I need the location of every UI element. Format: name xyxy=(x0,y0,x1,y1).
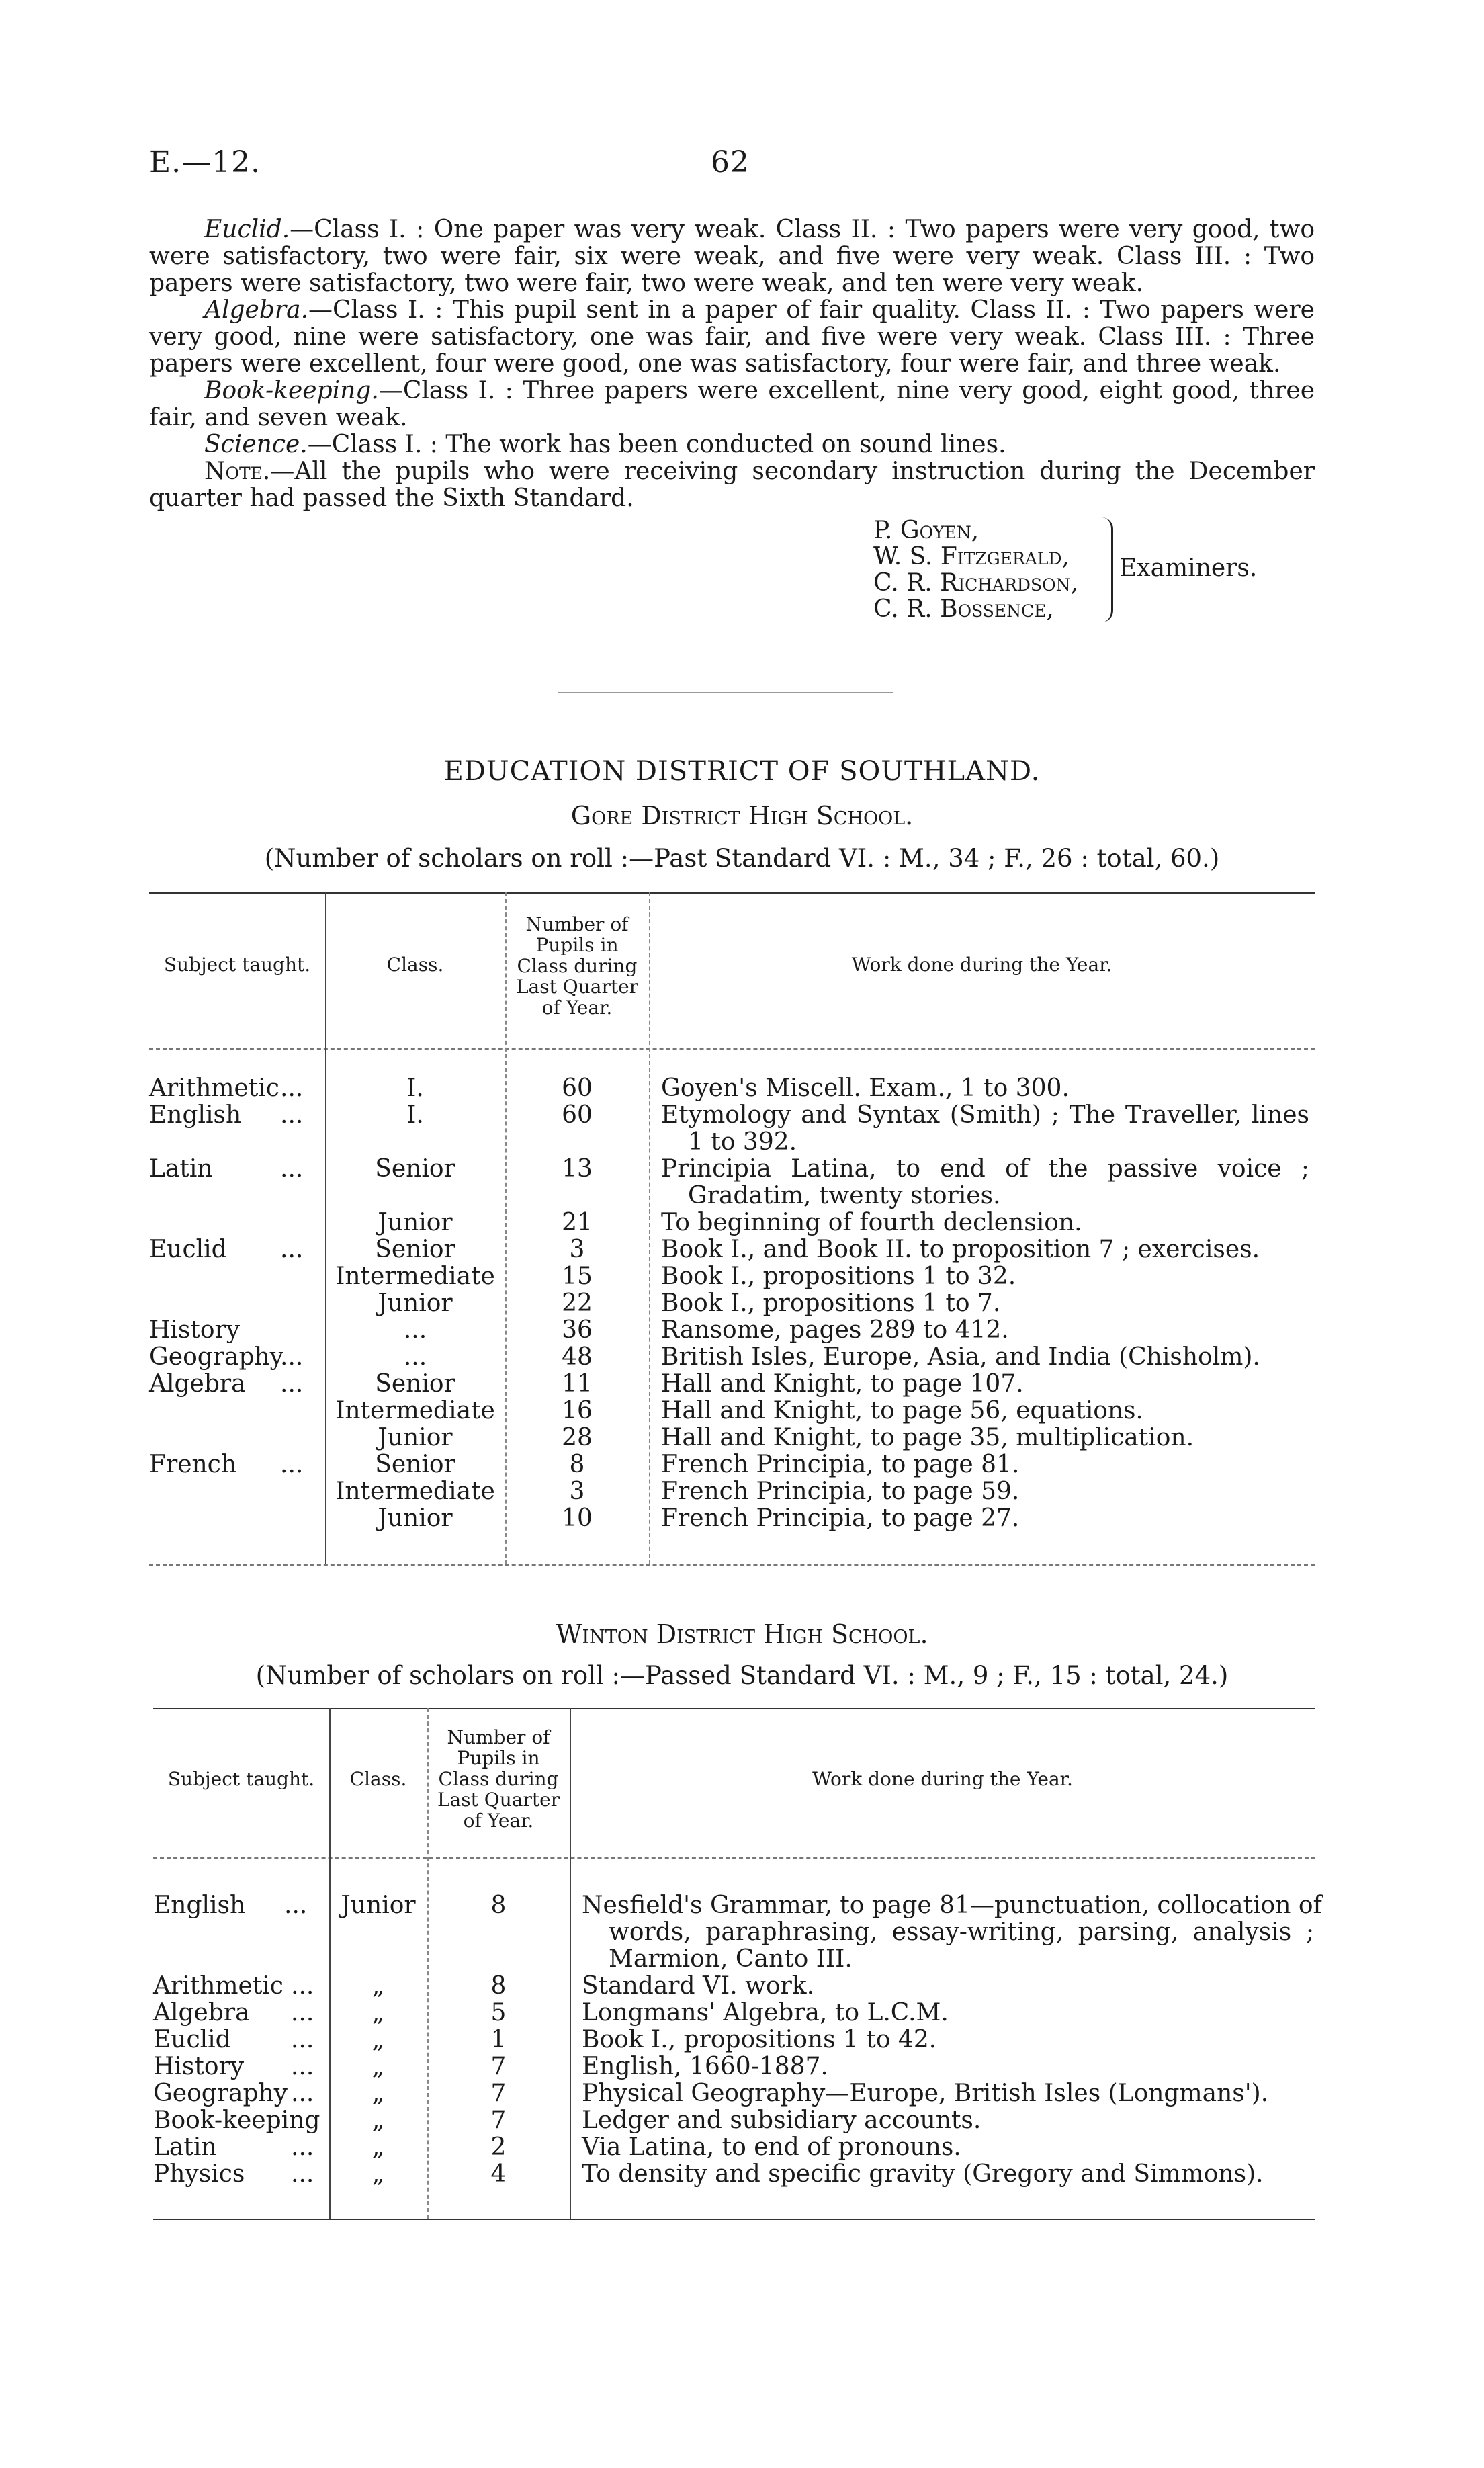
work-cell: British Isles, Europe, Asia, and India (Chisholm). xyxy=(661,1343,1260,1371)
leader-dots: ... xyxy=(291,2053,314,2080)
header-line: Pupils in xyxy=(535,934,619,956)
pupils-cell: 2 xyxy=(490,2133,507,2161)
paragraph-bookkeeping xyxy=(149,378,1315,431)
subject-cell: Arithmetic xyxy=(153,1972,283,2000)
class-cell: „ xyxy=(372,2133,385,2161)
class-cell: ... xyxy=(403,1316,427,1344)
subject-cell: Euclid xyxy=(149,1236,227,1263)
work-cell: Hall and Knight, to page 56, equations. xyxy=(661,1397,1143,1424)
work-cell: To beginning of fourth declension. xyxy=(661,1209,1082,1236)
class-cell: Senior xyxy=(375,1451,455,1478)
page-ref: E.—12. xyxy=(149,145,261,179)
winton-table xyxy=(153,1704,1322,2228)
pupils-cell: 3 xyxy=(569,1236,585,1263)
pupils-cell: 36 xyxy=(562,1316,593,1344)
divider xyxy=(558,692,893,693)
work-cell: Longmans' Algebra, to L.C.M. xyxy=(582,1999,949,2027)
pupils-cell: 11 xyxy=(562,1370,593,1398)
subject-cell: English xyxy=(153,1891,246,1919)
examiners-label: Examiners. xyxy=(1119,554,1258,582)
class-cell: „ xyxy=(372,1972,385,2000)
work-cell: To density and specific gravity (Gregory and Simmons). xyxy=(582,2160,1264,2188)
class-cell: Junior xyxy=(378,1424,453,1451)
gore-table xyxy=(149,887,1315,1572)
work-cell-continued: words, paraphrasing, essay-writing, parsing, analysis ; xyxy=(609,1918,1314,1946)
work-cell: Book I., and Book II. to proposition 7 ; exercises. xyxy=(661,1236,1260,1263)
subject-cell: French xyxy=(149,1451,237,1478)
work-cell: Book I., propositions 1 to 7. xyxy=(661,1289,1001,1317)
subject-cell: Latin xyxy=(153,2133,217,2161)
leader-dots: ... xyxy=(291,1972,314,2000)
subject-cell: Algebra xyxy=(153,1999,250,2027)
class-cell: „ xyxy=(372,2053,385,2080)
pupils-cell: 1 xyxy=(490,2026,507,2053)
work-cell: Etymology and Syntax (Smith) ; The Traveller, lines xyxy=(661,1101,1309,1129)
subject-cell: Physics xyxy=(153,2160,245,2188)
work-cell-continued: 1 to 392. xyxy=(688,1128,797,1156)
class-cell: I. xyxy=(406,1101,424,1129)
examiner-name: W. S. Fitzgerald, xyxy=(873,543,1070,570)
gore-roll: (Number of scholars on roll :—Past Standard VI. : M., 34 ; F., 26 : total, 60.) xyxy=(264,844,1220,873)
header-pupils xyxy=(427,1727,570,1831)
paragraph-note xyxy=(149,458,1315,512)
work-cell: Hall and Knight, to page 107. xyxy=(661,1370,1024,1398)
work-cell-continued: Gradatim, twenty stories. xyxy=(688,1182,1001,1209)
work-cell: Hall and Knight, to page 35, multiplication. xyxy=(661,1424,1194,1451)
class-cell: Senior xyxy=(375,1236,455,1263)
leader-dots: ... xyxy=(291,2160,314,2188)
paragraph-text: —Class I. : The work has been conducted on sound lines. xyxy=(307,431,1006,458)
pupils-cell: 4 xyxy=(490,2160,507,2188)
class-cell: ... xyxy=(403,1343,427,1371)
pupils-cell: 5 xyxy=(490,1999,507,2027)
pupils-cell: 16 xyxy=(562,1397,593,1424)
subject-cell: Euclid xyxy=(153,2026,231,2053)
leader-dots: ... xyxy=(280,1343,304,1371)
paragraph-lead: Science. xyxy=(204,431,308,458)
header-work: Work done during the Year. xyxy=(851,953,1112,976)
pupils-cell: 21 xyxy=(562,1209,593,1236)
class-cell: Senior xyxy=(375,1155,455,1183)
table-rule-top xyxy=(153,1708,1315,1709)
leader-dots: ... xyxy=(280,1101,304,1129)
work-cell: Ransome, pages 289 to 412. xyxy=(661,1316,1009,1344)
class-cell: „ xyxy=(372,2107,385,2134)
examiner-name: P. Goyen, xyxy=(873,517,979,544)
page-number: 62 xyxy=(711,145,750,179)
leader-dots: ... xyxy=(280,1451,304,1478)
class-cell: „ xyxy=(372,2080,385,2107)
pupils-cell: 22 xyxy=(562,1289,593,1317)
work-cell: French Principia, to page 81. xyxy=(661,1451,1020,1478)
pupils-cell: 48 xyxy=(562,1343,593,1371)
leader-dots: ... xyxy=(280,1155,304,1183)
leader-dots: ... xyxy=(284,1891,308,1919)
work-cell: Nesfield's Grammar, to page 81—punctuation, collocation of xyxy=(582,1891,1322,1919)
leader-dots: ... xyxy=(280,1370,304,1398)
class-cell: Intermediate xyxy=(335,1478,495,1505)
header-line: Number of xyxy=(525,913,629,935)
work-cell: Physical Geography—Europe, British Isles (Longmans'). xyxy=(582,2080,1269,2107)
paragraph-text: —Class I. : One paper was very weak. Class II. : Two papers were very good, two were satisfactory, two were fair, six were weak, and five were very weak. Class III. : Two papers were satisfactory, two were fair, two were weak, and ten were very weak. xyxy=(149,216,1315,297)
work-cell: Goyen's Miscell. Exam., 1 to 300. xyxy=(661,1074,1070,1102)
paragraph-algebra xyxy=(149,297,1315,378)
work-cell: Book I., propositions 1 to 42. xyxy=(582,2026,937,2053)
class-cell: Junior xyxy=(378,1504,453,1532)
class-cell: „ xyxy=(372,1999,385,2027)
class-cell: Intermediate xyxy=(335,1397,495,1424)
class-cell: Junior xyxy=(341,1891,416,1919)
class-cell: Junior xyxy=(378,1209,453,1236)
table-rule-header xyxy=(153,1857,1315,1859)
pupils-cell: 8 xyxy=(490,1972,507,2000)
subject-cell: Algebra xyxy=(149,1370,246,1398)
exam-report xyxy=(149,216,1315,512)
header-line: Number of xyxy=(447,1726,550,1748)
leader-dots: ... xyxy=(280,1236,304,1263)
pupils-cell: 7 xyxy=(490,2107,507,2134)
table-rule-bottom xyxy=(149,1564,1315,1566)
paragraph-text: —Class I. : This pupil sent in a paper of fair quality. Class II. : Two papers were very good, nine were satisfactory, one was fair, and five were very weak. Class III. : Three papers were excellent, four were good, one was satisfactory, four were fair, and three weak. xyxy=(149,296,1315,378)
work-cell: Principia Latina, to end of the passive voice ; xyxy=(661,1155,1309,1183)
district-title: EDUCATION DISTRICT OF SOUTHLAND. xyxy=(443,756,1041,787)
table-rule-header xyxy=(149,1048,1315,1050)
pupils-cell: 10 xyxy=(562,1504,593,1532)
subject-cell: Book-keeping xyxy=(153,2107,320,2134)
class-cell: „ xyxy=(372,2026,385,2053)
work-cell: French Principia, to page 59. xyxy=(661,1478,1020,1505)
header-line: Last Quarter xyxy=(437,1789,560,1811)
paragraph-euclid xyxy=(149,216,1315,297)
winton-title: Winton District High School. xyxy=(556,1619,928,1649)
header-class: Class. xyxy=(349,1768,407,1790)
class-cell: I. xyxy=(406,1074,424,1102)
pupils-cell: 15 xyxy=(562,1263,593,1290)
leader-dots: ... xyxy=(280,1074,304,1102)
subject-cell: History xyxy=(149,1316,241,1344)
work-cell: French Principia, to page 27. xyxy=(661,1504,1020,1532)
pupils-cell: 7 xyxy=(490,2080,507,2107)
header-line: of Year. xyxy=(541,996,613,1019)
work-cell: Standard VI. work. xyxy=(582,1972,815,2000)
paragraph-science xyxy=(149,431,1315,458)
pupils-cell: 7 xyxy=(490,2053,507,2080)
pupils-cell: 60 xyxy=(562,1074,593,1102)
header-subject: Subject taught. xyxy=(163,953,311,976)
pupils-cell: 8 xyxy=(490,1891,507,1919)
work-cell: English, 1660-1887. xyxy=(582,2053,828,2080)
subject-cell: Geography xyxy=(149,1343,284,1371)
header-line: of Year. xyxy=(463,1810,534,1832)
header-line: Class during xyxy=(517,955,638,977)
paragraph-lead: Euclid. xyxy=(204,216,290,243)
header-class: Class. xyxy=(386,953,444,976)
pupils-cell: 28 xyxy=(562,1424,593,1451)
gore-title: Gore District High School. xyxy=(570,801,914,831)
header-line: Class during xyxy=(438,1768,559,1790)
header-work: Work done during the Year. xyxy=(812,1768,1073,1790)
work-cell-continued: Marmion, Canto III. xyxy=(609,1945,853,1973)
header-pupils xyxy=(505,914,649,1018)
leader-dots: ... xyxy=(291,1999,314,2027)
subject-cell: English xyxy=(149,1101,242,1129)
paragraph-lead: Algebra. xyxy=(204,296,309,324)
examiner-name: C. R. Richardson, xyxy=(873,569,1078,597)
header-line: Pupils in xyxy=(457,1747,540,1769)
paragraph-lead: Book-keeping. xyxy=(204,377,379,405)
header-line: Last Quarter xyxy=(515,976,639,998)
pupils-cell: 3 xyxy=(569,1478,585,1505)
class-cell: Junior xyxy=(378,1289,453,1317)
class-cell: Intermediate xyxy=(335,1263,495,1290)
class-cell: Senior xyxy=(375,1370,455,1398)
class-cell: „ xyxy=(372,2160,385,2188)
examiner-list xyxy=(873,517,1078,622)
table-rule-top xyxy=(149,892,1315,894)
pupils-cell: 60 xyxy=(562,1101,593,1129)
pupils-cell: 13 xyxy=(562,1155,593,1183)
work-cell: Ledger and subsidiary accounts. xyxy=(582,2107,981,2134)
header-subject: Subject taught. xyxy=(167,1768,315,1790)
table-rule-bottom xyxy=(153,2219,1315,2220)
column-divider xyxy=(649,892,650,1564)
subject-cell: Latin xyxy=(149,1155,213,1183)
subject-cell: Arithmetic xyxy=(149,1074,279,1102)
work-cell: Via Latina, to end of pronouns. xyxy=(582,2133,961,2161)
leader-dots: ... xyxy=(291,2080,314,2107)
paragraph-text: —Class I. : Three papers were excellent, nine very good, eight good, three fair, and seven weak. xyxy=(149,377,1315,431)
work-cell: Book I., propositions 1 to 32. xyxy=(661,1263,1016,1290)
examiner-name: C. R. Bossence, xyxy=(873,595,1054,623)
paragraph-lead: Note. xyxy=(204,458,271,485)
pupils-cell: 8 xyxy=(569,1451,585,1478)
leader-dots: ... xyxy=(291,2026,314,2053)
winton-roll: (Number of scholars on roll :—Passed Standard VI. : M., 9 ; F., 15 : total, 24.) xyxy=(255,1661,1229,1690)
paragraph-text: —All the pupils who were receiving secondary instruction during the December quarter had passed the Sixth Standard. xyxy=(149,458,1315,512)
brace xyxy=(1102,517,1113,622)
leader-dots: ... xyxy=(291,2133,314,2161)
subject-cell: Geography xyxy=(153,2080,288,2107)
subject-cell: History xyxy=(153,2053,245,2080)
